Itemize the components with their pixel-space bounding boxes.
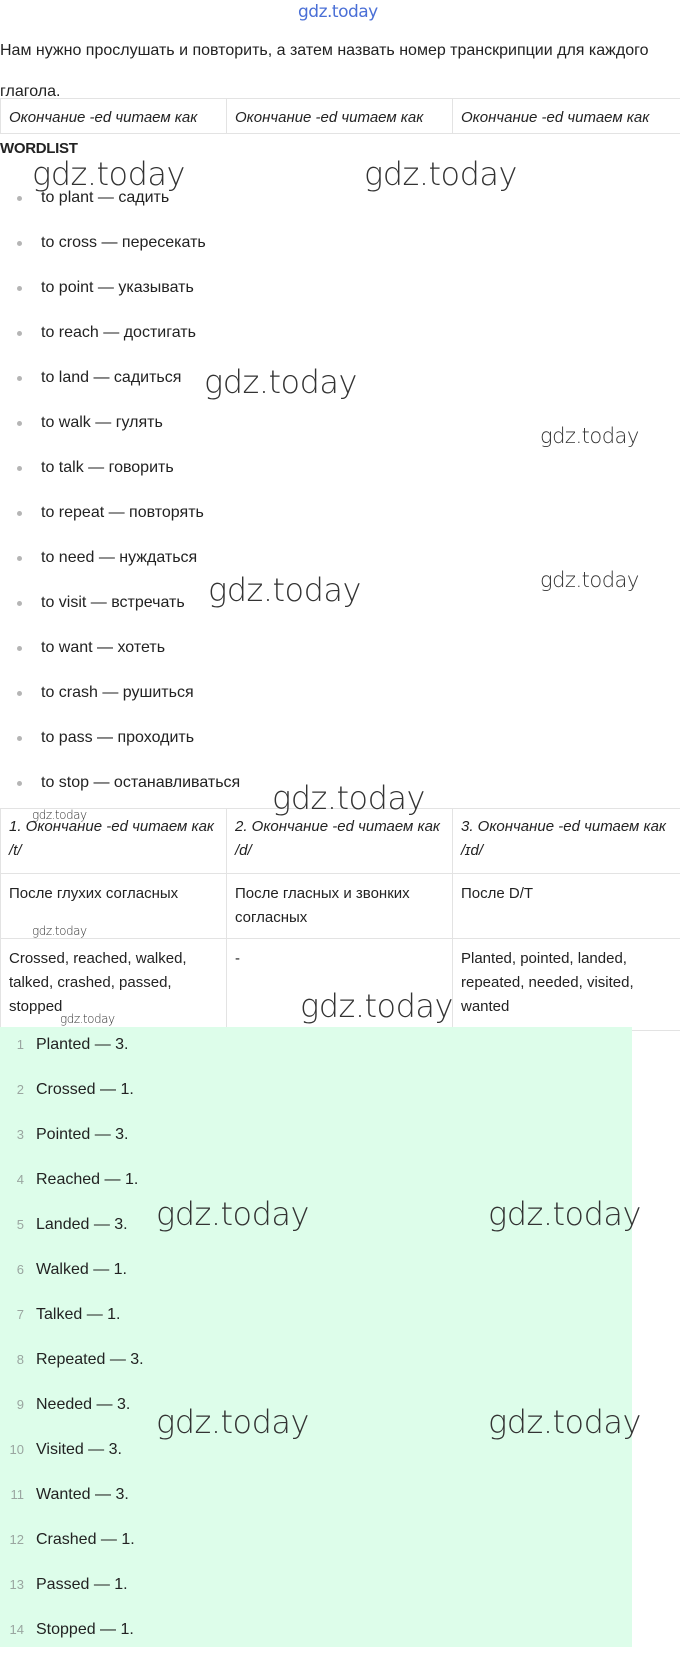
header-cell: Окончание -ed читаем как bbox=[227, 99, 453, 134]
word-text: to pass — проходить bbox=[41, 729, 194, 746]
bullet-icon bbox=[17, 241, 22, 246]
rules-header-cell: 3. Окончание -ed читаем как /ɪd/ bbox=[453, 809, 680, 874]
site-link[interactable]: gdz.today bbox=[298, 2, 378, 22]
list-item bbox=[0, 228, 240, 273]
bullet-icon bbox=[17, 691, 22, 696]
list-item bbox=[0, 183, 240, 228]
wordlist-title: WORDLIST bbox=[0, 140, 78, 157]
list-item bbox=[0, 363, 240, 408]
answer-text: Passed — 1. bbox=[36, 1576, 128, 1593]
word-text: to want — хотеть bbox=[41, 639, 165, 656]
line-number: 11 bbox=[0, 1477, 24, 1513]
list-item bbox=[0, 408, 240, 453]
word-text: to stop — останавливаться bbox=[41, 774, 240, 791]
answer-item bbox=[0, 1207, 144, 1252]
rules-example-cell: - bbox=[227, 939, 453, 1031]
answer-text: Crashed — 1. bbox=[36, 1531, 135, 1548]
word-text: to reach — достигать bbox=[41, 324, 196, 341]
answer-text: Needed — 3. bbox=[36, 1396, 130, 1413]
watermark: gdz.today bbox=[32, 155, 185, 193]
answer-text: Stopped — 1. bbox=[36, 1621, 134, 1638]
word-text: to point — указывать bbox=[41, 279, 194, 296]
answer-item bbox=[0, 1522, 144, 1567]
bullet-icon bbox=[17, 556, 22, 561]
word-text: to visit — встречать bbox=[41, 594, 185, 611]
watermark: gdz.today bbox=[204, 363, 357, 401]
answer-item bbox=[0, 1387, 144, 1432]
rules-condition-cell: После глухих согласных bbox=[1, 874, 227, 939]
answer-text: Planted — 3. bbox=[36, 1036, 129, 1053]
bullet-icon bbox=[17, 196, 22, 201]
answer-item bbox=[0, 1252, 144, 1297]
rules-condition-cell: После гласных и звонких согласных bbox=[227, 874, 453, 939]
watermark: gdz.today bbox=[488, 1195, 641, 1233]
header-cell: Окончание -ed читаем как bbox=[1, 99, 227, 134]
watermark: gdz.today bbox=[60, 1012, 115, 1026]
answer-text: Landed — 3. bbox=[36, 1216, 128, 1233]
rules-table bbox=[0, 808, 680, 1031]
answer-item bbox=[0, 1477, 144, 1522]
list-item bbox=[0, 273, 240, 318]
answer-text: Wanted — 3. bbox=[36, 1486, 129, 1503]
bullet-icon bbox=[17, 376, 22, 381]
rules-header-cell: 1. Окончание -ed читаем как /t/ bbox=[1, 809, 227, 874]
answer-text: Talked — 1. bbox=[36, 1306, 120, 1323]
line-number: 12 bbox=[0, 1522, 24, 1558]
watermark: gdz.today bbox=[32, 808, 87, 822]
answer-item bbox=[0, 1432, 144, 1477]
word-text: to repeat — повторять bbox=[41, 504, 204, 521]
line-number: 3 bbox=[0, 1117, 24, 1153]
answer-text: Reached — 1. bbox=[36, 1171, 138, 1188]
answer-item bbox=[0, 1072, 144, 1117]
watermark: gdz.today bbox=[32, 924, 87, 938]
word-text: to plant — садить bbox=[41, 189, 169, 206]
task-intro: Нам нужно прослушать и повторить, а затем назвать номер транскрипции для каждого глагола. bbox=[0, 30, 676, 112]
word-text: to crash — рушиться bbox=[41, 684, 194, 701]
answers-block bbox=[0, 1027, 632, 1647]
answer-item bbox=[0, 1297, 144, 1342]
list-item bbox=[0, 768, 240, 813]
list-item bbox=[0, 633, 240, 678]
rules-condition-cell: После D/T bbox=[453, 874, 680, 939]
line-number: 2 bbox=[0, 1072, 24, 1108]
line-number: 10 bbox=[0, 1432, 24, 1468]
answers-list bbox=[0, 1027, 144, 1657]
bullet-icon bbox=[17, 421, 22, 426]
watermark: gdz.today bbox=[540, 424, 639, 448]
bullet-icon bbox=[17, 601, 22, 606]
watermark: gdz.today bbox=[364, 155, 517, 193]
line-number: 6 bbox=[0, 1252, 24, 1288]
bullet-icon bbox=[17, 286, 22, 291]
answer-text: Walked — 1. bbox=[36, 1261, 127, 1278]
watermark: gdz.today bbox=[272, 779, 425, 817]
watermark: gdz.today bbox=[208, 571, 361, 609]
list-item bbox=[0, 678, 240, 723]
watermark: gdz.today bbox=[300, 987, 453, 1025]
answer-text: Crossed — 1. bbox=[36, 1081, 134, 1098]
list-item bbox=[0, 543, 240, 588]
line-number: 13 bbox=[0, 1567, 24, 1603]
header-cell: Окончание -ed читаем как bbox=[453, 99, 680, 134]
list-item bbox=[0, 588, 240, 633]
answer-text: Pointed — 3. bbox=[36, 1126, 129, 1143]
rules-example-cell: Planted, pointed, landed, repeated, needed, visited, wanted bbox=[453, 939, 680, 1031]
line-number: 5 bbox=[0, 1207, 24, 1243]
line-number: 8 bbox=[0, 1342, 24, 1378]
answer-item bbox=[0, 1117, 144, 1162]
list-item bbox=[0, 723, 240, 768]
word-text: to cross — пересекать bbox=[41, 234, 206, 251]
list-item bbox=[0, 453, 240, 498]
bullet-icon bbox=[17, 646, 22, 651]
bullet-icon bbox=[17, 781, 22, 786]
word-text: to land — садиться bbox=[41, 369, 181, 386]
list-item bbox=[0, 318, 240, 363]
answer-item bbox=[0, 1612, 144, 1657]
word-text: to talk — говорить bbox=[41, 459, 174, 476]
watermark: gdz.today bbox=[156, 1403, 309, 1441]
list-item bbox=[0, 498, 240, 543]
bullet-icon bbox=[17, 511, 22, 516]
header-table bbox=[0, 98, 680, 134]
answer-text: Repeated — 3. bbox=[36, 1351, 144, 1368]
rules-example-cell: Crossed, reached, walked, talked, crashed, passed, stopped bbox=[1, 939, 227, 1031]
line-number: 7 bbox=[0, 1297, 24, 1333]
bullet-icon bbox=[17, 736, 22, 741]
line-number: 9 bbox=[0, 1387, 24, 1423]
line-number: 14 bbox=[0, 1612, 24, 1648]
line-number: 1 bbox=[0, 1027, 24, 1063]
answer-item bbox=[0, 1027, 144, 1072]
wordlist bbox=[0, 183, 240, 813]
watermark: gdz.today bbox=[540, 568, 639, 592]
word-text: to walk — гулять bbox=[41, 414, 163, 431]
answer-item bbox=[0, 1567, 144, 1612]
word-text: to need — нуждаться bbox=[41, 549, 197, 566]
bullet-icon bbox=[17, 466, 22, 471]
line-number: 4 bbox=[0, 1162, 24, 1198]
answer-item bbox=[0, 1342, 144, 1387]
watermark: gdz.today bbox=[156, 1195, 309, 1233]
rules-header-cell: 2. Окончание -ed читаем как /d/ bbox=[227, 809, 453, 874]
answer-item bbox=[0, 1162, 144, 1207]
watermark: gdz.today bbox=[488, 1403, 641, 1441]
answer-text: Visited — 3. bbox=[36, 1441, 122, 1458]
bullet-icon bbox=[17, 331, 22, 336]
